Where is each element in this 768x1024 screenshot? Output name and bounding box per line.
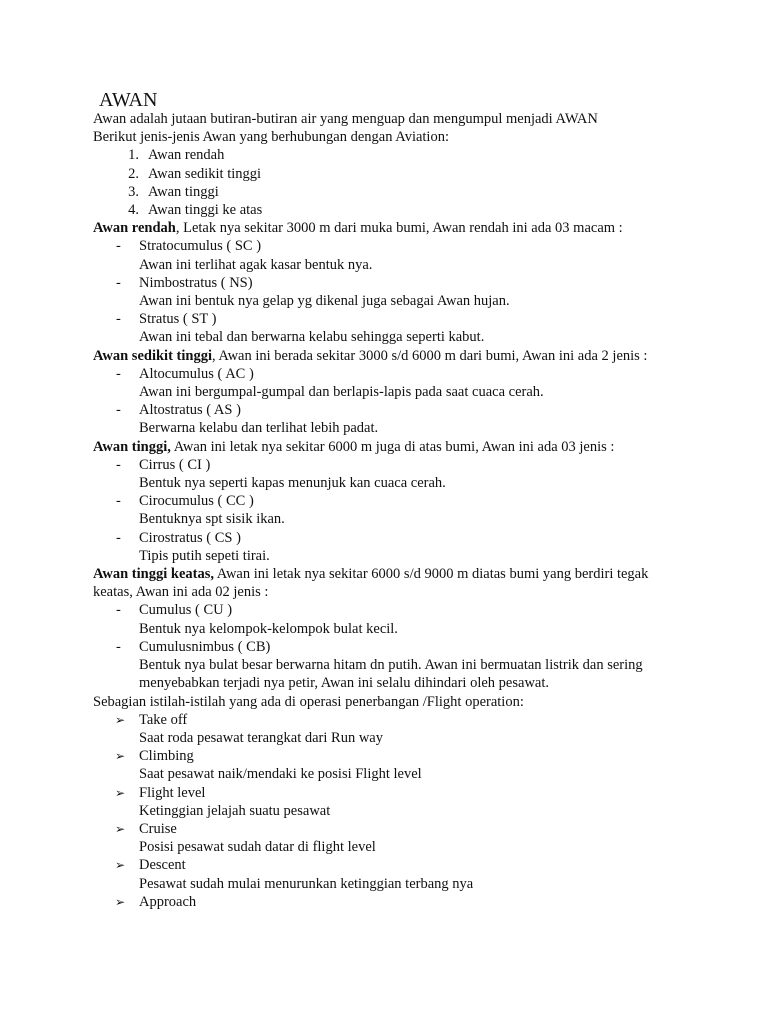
list-item: - Nimbostratus ( NS) [116,274,253,291]
list-item: ➢ Approach [115,893,197,910]
arrow-bullet-icon: ➢ [115,785,126,800]
document-title: AWAN [99,89,158,111]
item-description: Ketinggian jelajah suatu pesawat [139,802,331,819]
arrow-bullet-icon: ➢ [115,894,126,909]
list-item: 1. Awan rendah [128,147,225,164]
cloud-types-list [93,146,673,219]
list-item: - Stratus ( ST ) [116,311,217,328]
list-item: - Cumulusnimbus ( CB) [116,638,271,655]
item-description: Saat pesawat naik/mendaki ke posisi Flight level [139,766,422,783]
section-heading: Awan rendah [93,220,176,237]
item-description: Bentuknya spt sisik ikan. [139,511,285,528]
item-description: Bentuk nya bulat besar berwarna hitam dn putih. Awan ini bermuatan listrik dan sering menyebabkan terjadi nya petir, Awan ini selalu dihindari oleh pesawat. [139,657,643,692]
item-description: Posisi pesawat sudah datar di flight level [139,839,376,856]
section-heading: Awan tinggi, [93,438,171,455]
item-description: Bentuk nya seperti kapas menunjuk kan cuaca cerah. [139,475,446,492]
arrow-bullet-icon: ➢ [115,749,126,764]
list-item: - Stratocumulus ( SC ) [116,238,262,255]
item-description: Bentuk nya kelompok-kelompok bulat kecil. [139,620,398,637]
terms-intro: Sebagian istilah-istilah yang ada di operasi penerbangan /Flight operation: [93,693,524,710]
list-item: 3. Awan tinggi [128,183,219,200]
intro-paragraph: Berikut jenis-jenis Awan yang berhubungan dengan Aviation: [93,129,449,146]
section-heading: Awan tinggi keatas, [93,566,214,583]
item-description: Awan ini terlihat agak kasar bentuk nya. [139,256,373,273]
list-item: ➢ Descent [115,857,186,874]
item-description: Tipis putih sepeti tirai. [139,547,270,564]
list-item: - Cirrus ( CI ) [116,456,211,473]
item-description: Awan ini bentuk nya gelap yg dikenal juga sebagai Awan hujan. [139,293,510,310]
list-item: 4. Awan tinggi ke atas [128,202,263,219]
list-item: - Cirocumulus ( CC ) [116,493,254,510]
list-item: - Altocumulus ( AC ) [116,365,254,382]
item-description: Awan ini tebal dan berwarna kelabu sehingga seperti kabut. [139,329,485,346]
list-item: - Cumulus ( CU ) [116,602,233,619]
item-description: Pesawat sudah mulai menurunkan ketinggian terbang nya [139,875,474,892]
document-body [93,88,673,911]
section-heading-line: Awan tinggi, Awan ini letak nya sekitar 6000 m juga di atas bumi, Awan ini ada 03 jenis : [93,438,615,455]
list-item: ➢ Flight level [115,784,206,801]
list-item: ➢ Cruise [115,820,177,837]
section-heading-line: Awan sedikit tinggi, Awan ini berada sekitar 3000 s/d 6000 m dari bumi, Awan ini ada 2 jenis : [93,347,648,364]
list-item: - Cirostratus ( CS ) [116,529,241,546]
intro-paragraph: Awan adalah jutaan butiran-butiran air yang menguap dan mengumpul menjadi AWAN [93,111,598,127]
item-description: Awan ini bergumpal-gumpal dan berlapis-lapis pada saat cuaca cerah. [139,384,544,401]
section-heading: Awan sedikit tinggi [93,347,212,364]
list-item: ➢ Climbing [115,748,194,765]
list-item: 2. Awan sedikit tinggi [128,165,262,182]
item-description: Berwarna kelabu dan terlihat lebih padat. [139,420,379,437]
list-item: - Altostratus ( AS ) [116,402,241,419]
section-heading-line: Awan tinggi keatas, Awan ini letak nya sekitar 6000 s/d 9000 m diatas bumi yang berdiri tegak keatas, Awan ini ada 02 jenis : [93,566,649,601]
arrow-bullet-icon: ➢ [115,821,126,836]
arrow-bullet-icon: ➢ [115,712,126,727]
item-description: Saat roda pesawat terangkat dari Run way [139,729,383,746]
arrow-bullet-icon: ➢ [115,858,126,873]
section-heading-line: Awan rendah, Letak nya sekitar 3000 m dari muka bumi, Awan rendah ini ada 03 macam : [93,220,623,237]
list-item: ➢ Take off [115,711,188,728]
